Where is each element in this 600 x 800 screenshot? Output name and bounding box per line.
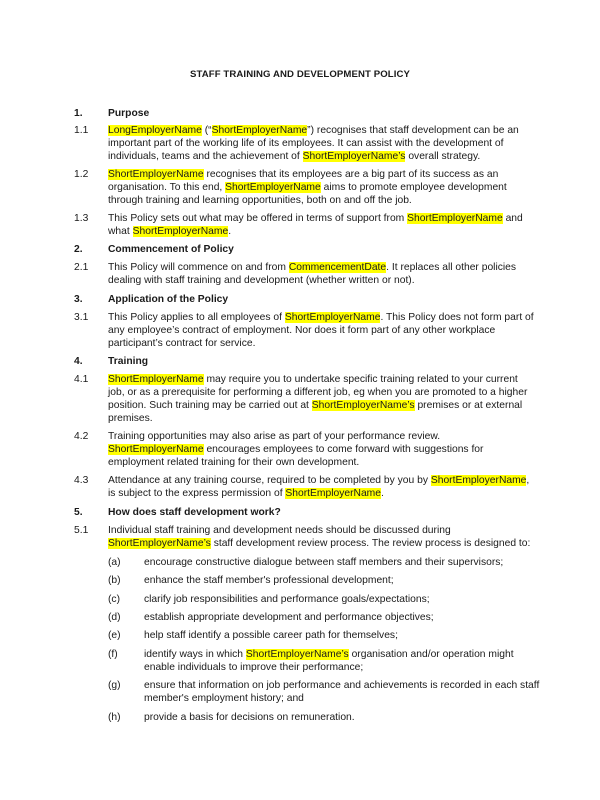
clause-text xyxy=(108,124,536,163)
subclause-text xyxy=(144,629,544,642)
placeholder-field: ShortEmployerName xyxy=(284,312,381,323)
text-run: help staff identify a possible career path for themselves; xyxy=(144,630,398,641)
section-number: 1. xyxy=(74,108,83,119)
placeholder-field: ShortEmployerName’s xyxy=(302,151,406,162)
placeholder-field: ShortEmployerName xyxy=(285,488,381,499)
clause-number: 4.2 xyxy=(74,431,89,442)
clause-text xyxy=(108,373,536,425)
text-run: overall strategy. xyxy=(405,151,481,162)
placeholder-field: ShortEmployerName xyxy=(211,125,308,136)
section-number: 2. xyxy=(74,244,83,255)
placeholder-field: ShortEmployerName xyxy=(132,226,229,237)
clause-number: 3.1 xyxy=(74,312,89,323)
subclause-text xyxy=(144,679,544,705)
subclause-letter: (c) xyxy=(108,594,121,605)
clause-number: 5.1 xyxy=(74,525,89,536)
clause-text xyxy=(108,524,536,550)
section-number: 4. xyxy=(74,356,83,367)
placeholder-field: ShortEmployerName’s xyxy=(311,400,415,411)
text-run: This Policy will commence on and from xyxy=(108,262,289,273)
clause-text xyxy=(108,212,536,238)
subclause-letter: (a) xyxy=(108,557,121,568)
subclause-letter: (b) xyxy=(108,575,121,586)
subclause-letter: (e) xyxy=(108,630,121,641)
text-run: premises or at external premises. xyxy=(108,400,523,424)
text-run: may require you to undertake specific training related to your current job, or as a prerequisite for performing a different job, eg when you are promoted to a higher position. Such training may be carried out at xyxy=(108,374,528,411)
subclause-text xyxy=(144,611,544,624)
section-title: Commencement of Policy xyxy=(108,244,234,255)
subclause-text xyxy=(144,593,544,606)
clause-text xyxy=(108,311,536,350)
document-title: STAFF TRAINING AND DEVELOPMENT POLICY xyxy=(189,69,411,80)
placeholder-field: ShortEmployerName xyxy=(108,444,204,455)
clause-number: 1.2 xyxy=(74,169,89,180)
section-title: Purpose xyxy=(108,108,150,119)
text-run: ensure that information on job performance and achievements is recorded in each staff member's employment history; and xyxy=(144,680,540,704)
section-title: How does staff development work? xyxy=(108,507,281,518)
clause-number: 4.1 xyxy=(74,374,89,385)
text-run: organisation and/or operation might enable individuals to improve their performance; xyxy=(144,649,514,673)
text-run: encourages employees to come forward with suggestions for employment related training for their own development. xyxy=(108,444,484,468)
clause-number: 1.3 xyxy=(74,213,89,224)
text-run: Training opportunities may also arise as part of your performance review. xyxy=(108,431,441,442)
text-run: . xyxy=(381,488,384,499)
text-run: provide a basis for decisions on remuneration. xyxy=(144,712,355,723)
section-number: 3. xyxy=(74,294,83,305)
subclause-letter: (g) xyxy=(108,680,121,691)
clause-number: 4.3 xyxy=(74,475,89,486)
text-run: aims to promote employee development through training and learning opportunities, both on and off the job. xyxy=(108,182,507,206)
clause-text xyxy=(108,168,536,207)
placeholder-field: ShortEmployerName xyxy=(108,374,204,385)
text-run: . It replaces all other policies dealing with staff training and development (whether written or not). xyxy=(108,262,517,286)
text-run: identify ways in which xyxy=(144,649,246,660)
text-run: Attendance at any training course, required to be completed by you by xyxy=(108,475,431,486)
clause-number: 1.1 xyxy=(74,125,89,136)
subclause-letter: (h) xyxy=(108,712,121,723)
text-run: Individual staff training and development needs should be discussed during xyxy=(108,525,451,536)
placeholder-field: ShortEmployerName’s xyxy=(245,649,349,660)
text-run: , is subject to the express permission of xyxy=(108,475,530,499)
text-run: staff development review process. The review process is designed to: xyxy=(210,538,531,549)
text-run: ”) recognises that staff development can be an important part of the working life of its employees. It can assist with the development of individuals, teams and the achievement of xyxy=(108,125,519,162)
text-run: . xyxy=(228,226,232,237)
text-run: clarify job responsibilities and performance goals/expectations; xyxy=(144,594,430,605)
clause-text xyxy=(108,474,536,500)
subclause-text xyxy=(144,556,544,569)
text-run: establish appropriate development and performance objectives; xyxy=(144,612,434,623)
text-run: This Policy applies to all employees of xyxy=(108,312,285,323)
section-number: 5. xyxy=(74,507,83,518)
section-title: Application of the Policy xyxy=(108,294,229,305)
text-run: encourage constructive dialogue between staff members and their supervisors; xyxy=(144,557,504,568)
text-run: This Policy sets out what may be offered in terms of support from xyxy=(108,213,408,224)
placeholder-field: ShortEmployerName xyxy=(108,169,204,180)
subclause-text xyxy=(144,648,544,674)
subclause-letter: (f) xyxy=(108,649,118,660)
clause-text xyxy=(108,261,536,287)
subclause-text xyxy=(144,574,544,587)
placeholder-field: ShortEmployerName xyxy=(407,213,503,224)
placeholder-field: CommencementDate xyxy=(288,262,387,273)
text-run: recognises that its employees are a big part of its success as an organisation. To this end, xyxy=(108,169,499,193)
subclause-letter: (d) xyxy=(108,612,121,623)
placeholder-field: ShortEmployerName xyxy=(225,182,321,193)
text-run: and what xyxy=(108,213,523,237)
text-run: enhance the staff member's professional development; xyxy=(144,575,394,586)
clause-text xyxy=(108,430,536,469)
subclause-text xyxy=(144,711,544,724)
clause-number: 2.1 xyxy=(74,262,89,273)
text-run: (“ xyxy=(201,125,212,136)
placeholder-field: ShortEmployerName xyxy=(430,475,527,486)
placeholder-field: ShortEmployerName’s xyxy=(108,538,211,549)
placeholder-field: LongEmployerName xyxy=(108,125,202,136)
section-title: Training xyxy=(108,356,149,367)
text-run: . This Policy does not form part of any employee’s contract of employment. Nor does it form part of any other workplace participant’s contract for service. xyxy=(108,312,534,349)
